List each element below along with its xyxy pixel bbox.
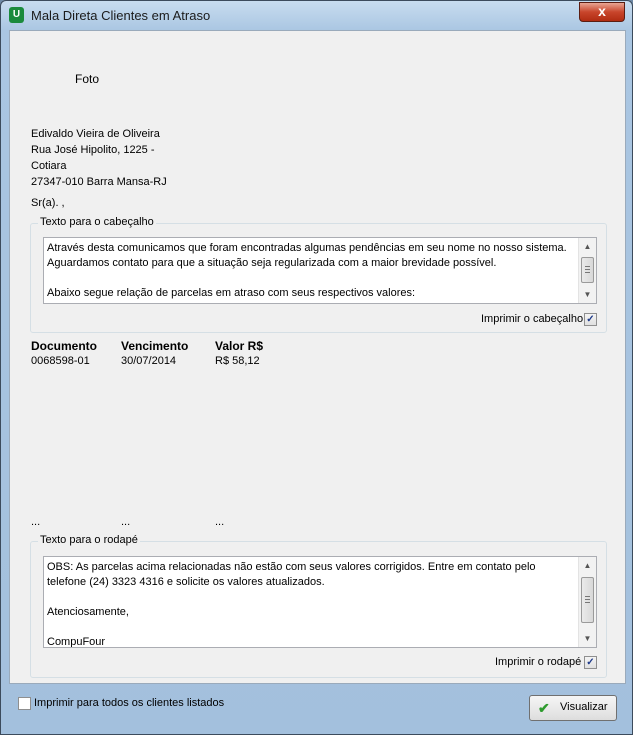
visualizar-label: Visualizar — [560, 701, 608, 713]
visualizar-button[interactable] — [529, 695, 617, 721]
table-cell-vencimento: 30/07/2014 — [121, 355, 177, 367]
footer-text-group — [30, 534, 607, 678]
client-street: Rua José Hipolito, 1225 - — [31, 144, 155, 156]
col-header-vencimento: Vencimento — [121, 339, 189, 353]
col-header-documento: Documento — [31, 339, 97, 353]
print-all-checkbox[interactable] — [18, 697, 31, 710]
table-cell-valor: R$ 58,12 — [215, 355, 260, 367]
header-scrollbar[interactable] — [578, 238, 596, 303]
print-all-label: Imprimir para todos os clientes listados — [34, 697, 225, 709]
salutation: Sr(a). , — [31, 197, 65, 209]
header-text: Através desta comunicamos que foram encontradas algumas pendências em seu nome no nosso sistema. Aguardamos contato para que a situação seja regularizada com a maior brevidade possível. Abaixo segue relação de parcelas em atraso com seus respectivos valores: — [47, 242, 567, 299]
scroll-down-icon[interactable]: ▼ — [583, 290, 592, 299]
table-cell-documento: 0068598-01 — [31, 355, 90, 367]
scroll-up-icon[interactable]: ▲ — [583, 242, 592, 251]
header-text-group — [30, 216, 607, 333]
ellipsis-valor: ... — [215, 516, 225, 528]
footer-scrollbar[interactable] — [578, 557, 596, 647]
scroll-thumb[interactable] — [581, 577, 594, 623]
close-button[interactable]: x — [579, 2, 625, 22]
client-city: 27347-010 Barra Mansa-RJ — [31, 176, 167, 188]
checkmark-icon: ✔ — [538, 700, 550, 716]
app-logo-icon: U — [9, 7, 24, 23]
header-textarea[interactable] — [43, 237, 597, 304]
window-title: Mala Direta Clientes em Atraso — [31, 8, 211, 23]
col-header-valor: Valor R$ — [215, 339, 264, 353]
scroll-down-icon[interactable]: ▼ — [583, 634, 592, 643]
ellipsis-documento: ... — [31, 516, 41, 528]
client-name: Edivaldo Vieira de Oliveira — [31, 128, 160, 140]
print-footer-label: Imprimir o rodapé — [495, 656, 582, 668]
header-group-label: Texto para o cabeçalho — [40, 216, 154, 228]
footer-group-label: Texto para o rodapé — [40, 534, 138, 546]
dialog-body — [9, 30, 626, 684]
footer-textarea[interactable] — [43, 556, 597, 648]
scroll-up-icon[interactable]: ▲ — [583, 561, 592, 570]
title-bar[interactable] — [1, 1, 632, 29]
photo-placeholder: Foto — [75, 72, 100, 86]
scroll-thumb[interactable] — [581, 257, 594, 283]
print-header-checkbox[interactable]: ✓ — [584, 313, 597, 326]
print-header-label: Imprimir o cabeçalho — [481, 313, 584, 325]
ellipsis-vencimento: ... — [121, 516, 131, 528]
footer-text: OBS: As parcelas acima relacionadas não estão com seus valores corrigidos. Entre em contato pelo telefone (24) 3323 4316 e solicite os valores atualizados. Atenciosamente, CompuFour — [47, 561, 536, 648]
client-district: Cotiara — [31, 160, 67, 172]
print-footer-checkbox[interactable]: ✓ — [584, 656, 597, 669]
